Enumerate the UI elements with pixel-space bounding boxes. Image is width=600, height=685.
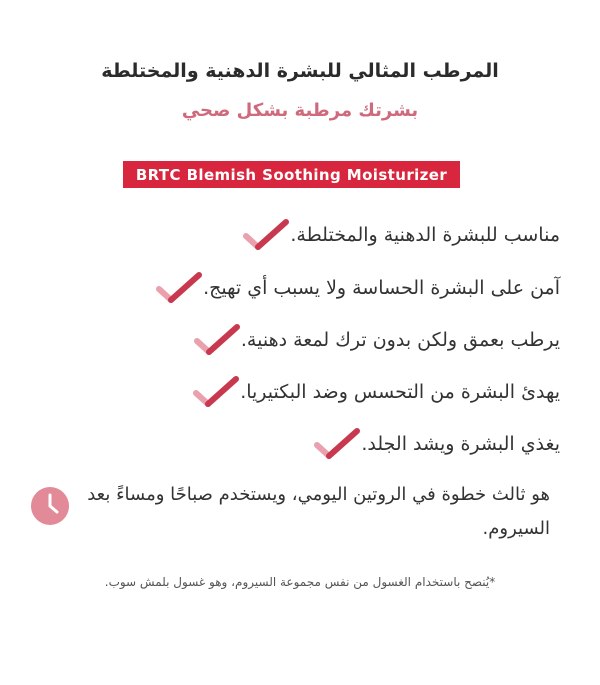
- checkmark-icon: [193, 322, 241, 358]
- checkmark-icon: [242, 217, 290, 253]
- feature-item-1: [242, 215, 570, 255]
- feature-item-4: [192, 372, 570, 412]
- checkmark-icon: [313, 426, 361, 462]
- feature-text: مناسب للبشرة الدهنية والمختلطة.: [290, 224, 560, 246]
- feature-item-5: [313, 424, 570, 464]
- feature-text: يهدئ البشرة من التحسس وضد البكتيريا.: [240, 381, 560, 403]
- checkmark-icon: [155, 270, 203, 306]
- feature-text: يرطب بعمق ولكن بدون ترك لمعة دهنية.: [240, 329, 560, 351]
- feature-text: يغذي البشرة ويشد الجلد.: [361, 433, 560, 455]
- usage-text: هو ثالث خطوة في الروتين اليومي، ويستخدم صباحًا ومساءً بعد السيروم.: [87, 484, 550, 539]
- feature-item-2: [155, 268, 570, 308]
- usage-note: [30, 478, 570, 546]
- clock-icon: [30, 486, 70, 526]
- checkmark-icon: [192, 374, 240, 410]
- page-subtitle: بشرتك مرطبة بشكل صحي: [181, 100, 419, 121]
- feature-text: آمن على البشرة الحساسة ولا يسبب أي تهيج.: [203, 277, 560, 299]
- feature-item-3: [193, 320, 570, 360]
- footnote: *يُنصح باستخدام الغسول من نفس مجموعة السيروم، وهو غسول بلمش سوب.: [104, 575, 496, 589]
- page-title: المرطب المثالي للبشرة الدهنية والمختلطة: [101, 60, 499, 82]
- product-name-banner: BRTC Blemish Soothing Moisturizer: [123, 161, 460, 188]
